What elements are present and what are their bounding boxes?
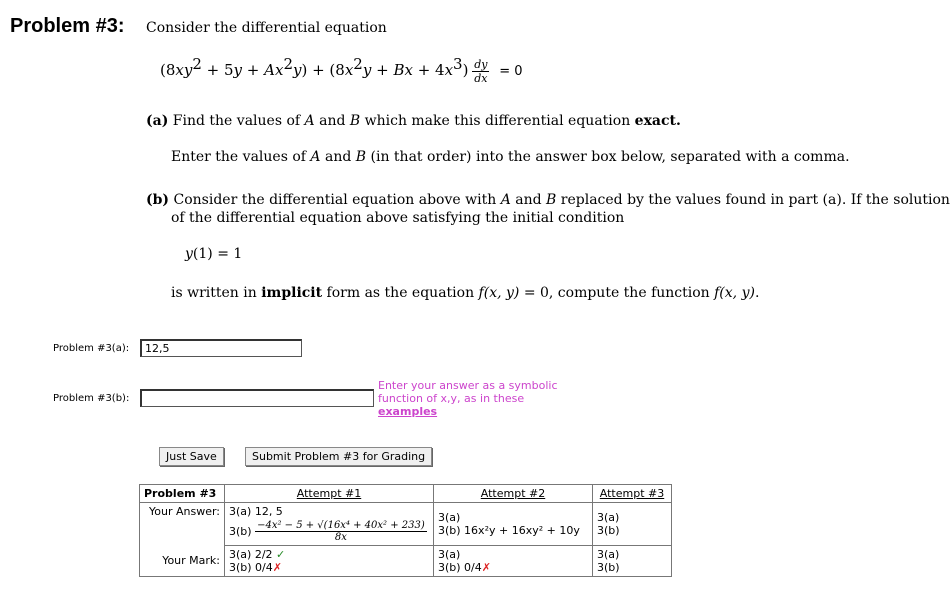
attempt-1-answer: 3(a) 12, 5 3(b) $\frac{\text{−4x² − 5 + √(16x⁴ + 40x² + 233)}}{8x}$ (225, 503, 434, 546)
problem-intro: Consider the differential equation (146, 20, 387, 36)
attempt-3-answer: 3(a) 3(b) (593, 503, 672, 546)
cross-icon: ✗ (272, 561, 282, 574)
part-a-text: (a) Find the values of A and B which make this differential equation exact. (146, 113, 681, 129)
submit-grading-button[interactable]: Submit Problem #3 for Grading (245, 447, 432, 466)
attempt-2-header[interactable]: Attempt #2 (434, 485, 593, 503)
differential-equation: $(8xy^2 + 5y + Ax^2y) + (8x^2y + Bx + 4x^3)$ $\frac{dy}{dx}$ = 0 (160, 55, 523, 86)
examples-link[interactable]: examples (378, 405, 438, 418)
attempt-2-mark: 3(a) 3(b) 0/4✗ (434, 546, 593, 577)
attempts-header: Problem #3 (140, 485, 225, 503)
just-save-button[interactable]: Just Save (159, 447, 224, 466)
attempt-1-mark: 3(a) 2/2 ✓ 3(b) 0/4✗ (225, 546, 434, 577)
part-b-text-line3: is written in implicit form as the equation f(x, y) = 0, compute the function f(x, y). (171, 285, 760, 301)
attempt-2-answer: 3(a) 3(b) 16x²y + 16xy² + 10y (434, 503, 593, 546)
answer-b-label: Problem #3(b): (53, 393, 130, 404)
your-answer-label: Your Answer: (140, 503, 225, 546)
part-b-text: (b) Consider the differential equation above with A and B replaced by the values found in part (a). If the solution (146, 192, 950, 208)
cross-icon: ✗ (481, 561, 491, 574)
initial-condition: y(1) = 1 (185, 246, 243, 262)
answer-a-input[interactable]: 12,5 (140, 339, 302, 357)
part-b-text-line2: of the differential equation above satisfying the initial condition (171, 210, 625, 226)
answer-a-label: Problem #3(a): (53, 343, 130, 354)
answer-hint: Enter your answer as a symbolic function of x,y, as in these examples (378, 379, 558, 418)
part-a-instructions: Enter the values of A and B (in that order) into the answer box below, separated with a comma. (171, 149, 850, 165)
attempts-table (139, 484, 672, 577)
answer-b-input[interactable] (140, 389, 374, 407)
your-mark-label: Your Mark: (140, 546, 225, 577)
check-icon: ✓ (276, 548, 286, 561)
problem-title: Problem #3: (10, 15, 125, 37)
attempt-3-mark: 3(a) 3(b) (593, 546, 672, 577)
attempt-3-header[interactable]: Attempt #3 (593, 485, 672, 503)
attempt-1-header[interactable]: Attempt #1 (225, 485, 434, 503)
